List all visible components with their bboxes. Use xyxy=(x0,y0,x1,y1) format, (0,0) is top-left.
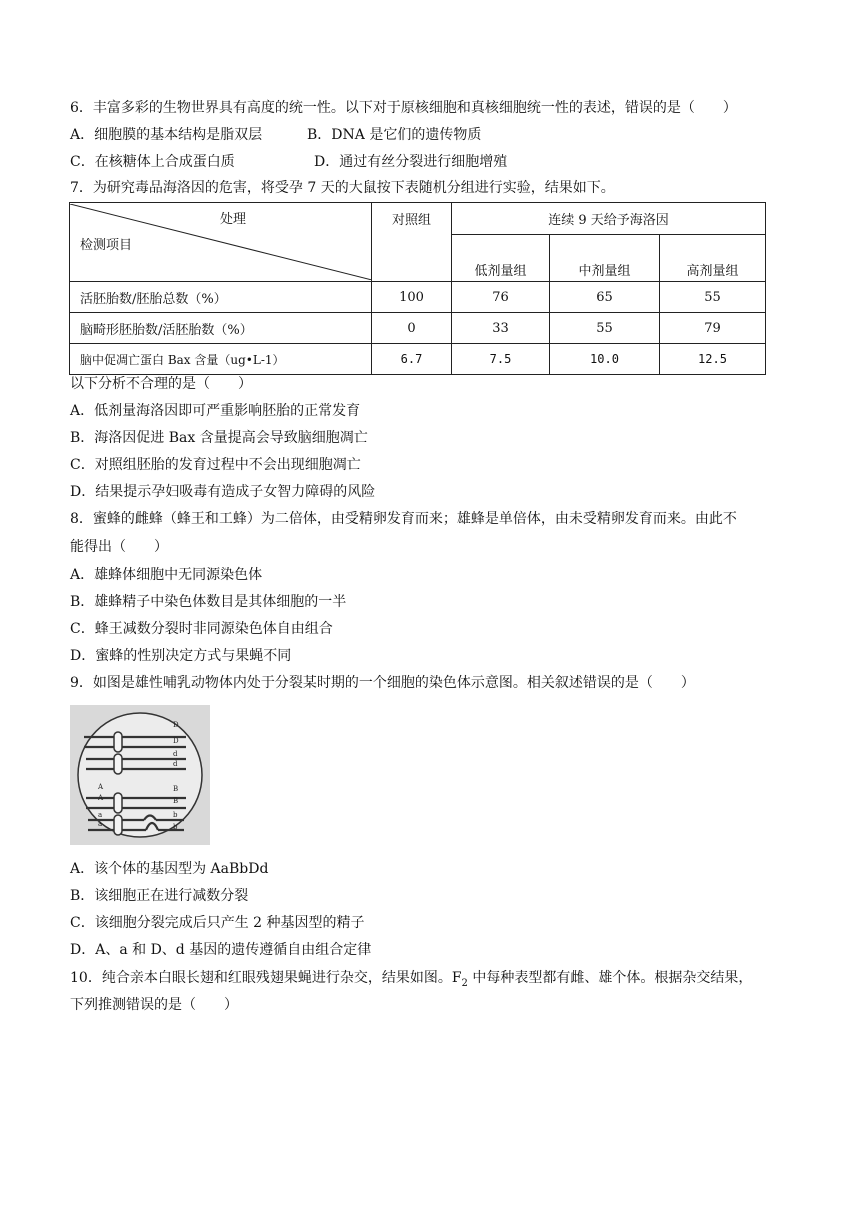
q7-option-b: B．海洛因促进 Bax 含量提高会导致脑细胞凋亡 xyxy=(70,430,368,446)
q8-option-a: A．雄蜂体细胞中无同源染色体 xyxy=(70,567,263,583)
q8-option-d: D．蜜蜂的性别决定方式与果蝇不同 xyxy=(70,648,292,664)
q10-stem-part2: 中每种表型都有雌、雄个体。根据杂交结果， xyxy=(467,970,753,986)
table-row xyxy=(70,313,766,344)
header-mid-dose: 中剂量组 xyxy=(550,235,660,282)
table-diagonal-header-cell xyxy=(70,203,372,282)
cell-high: 55 xyxy=(660,282,766,313)
chromosome-diagram xyxy=(70,705,210,845)
table-row xyxy=(70,282,766,313)
q6-stem: 6．丰富多彩的生物世界具有高度的统一性。以下对于原核细胞和真核细胞统一性的表述，错误的是（ ） xyxy=(70,100,737,116)
cell-mid: 55 xyxy=(550,313,660,344)
q9-option-c: C．该细胞分裂完成后只产生 2 种基因型的精子 xyxy=(70,915,365,931)
q6-option-c: C．在核糖体上合成蛋白质 xyxy=(70,154,235,170)
gene-label: a xyxy=(98,820,103,828)
header-high-dose: 高剂量组 xyxy=(660,235,766,282)
q7-stem: 7．为研究毒品海洛因的危害，将受孕 7 天的大鼠按下表随机分组进行实验，结果如下。 xyxy=(70,180,615,196)
q10-stem-line1 xyxy=(70,968,752,994)
cell-low: 76 xyxy=(452,282,550,313)
experiment-table xyxy=(69,202,766,375)
gene-label: A xyxy=(98,794,104,802)
cell-control: 6.7 xyxy=(372,344,452,375)
q8-option-c: C．蜂王减数分裂时非同源染色体自由组合 xyxy=(70,621,333,637)
header-measure: 检测项目 xyxy=(80,238,133,253)
q9-option-b: B．该细胞正在进行减数分裂 xyxy=(70,888,249,904)
gene-label: A xyxy=(98,783,104,791)
gene-label: B xyxy=(173,797,179,805)
q8-stem-line2: 能得出（ ） xyxy=(70,539,168,555)
q9-stem: 9．如图是雄性哺乳动物体内处于分裂某时期的一个细胞的染色体示意图。相关叙述错误的是（ ） xyxy=(70,675,695,691)
gene-label: B xyxy=(173,785,179,793)
q8-option-b: B．雄蜂精子中染色体数目是其体细胞的一半 xyxy=(70,594,347,610)
q7-prompt: 以下分析不合理的是（ ） xyxy=(70,376,252,392)
q9-option-a: A．该个体的基因型为 AaBbDd xyxy=(70,861,269,877)
gene-label: d xyxy=(173,750,178,758)
gene-label: D xyxy=(173,721,179,729)
cell-control: 100 xyxy=(372,282,452,313)
chromosome-figure xyxy=(70,705,210,845)
q7-option-d: D．结果提示孕妇吸毒有造成子女智力障碍的风险 xyxy=(70,484,376,500)
header-control: 对照组 xyxy=(372,203,452,282)
q10-subscript: 2 xyxy=(461,977,468,989)
q7-option-c: C．对照组胚胎的发育过程中不会出现细胞凋亡 xyxy=(70,457,361,473)
q6-option-b: B．DNA 是它们的遗传物质 xyxy=(307,127,482,143)
cell-mid: 65 xyxy=(550,282,660,313)
row-label: 脑畸形胚胎数/活胚胎数（%） xyxy=(70,313,372,344)
header-treatment: 处理 xyxy=(220,212,247,227)
q10-stem-line2: 下列推测错误的是（ ） xyxy=(70,997,238,1013)
gene-label: b xyxy=(173,811,178,819)
q8-stem-line1: 8．蜜蜂的雌蜂（蜂王和工蜂）为二倍体，由受精卵发育而来；雄蜂是单倍体，由未受精卵发育而来。由此不 xyxy=(70,511,737,527)
cell-low: 7.5 xyxy=(452,344,550,375)
gene-label: b xyxy=(173,823,178,831)
table-row xyxy=(70,344,766,375)
gene-label: d xyxy=(173,760,178,768)
q9-option-d: D．A、a 和 D、d 基因的遗传遵循自由组合定律 xyxy=(70,942,372,958)
row-label: 活胚胎数/胚胎总数（%） xyxy=(70,282,372,313)
q6-option-d: D．通过有丝分裂进行细胞增殖 xyxy=(314,154,508,170)
q7-option-a: A．低剂量海洛因即可严重影响胚胎的正常发育 xyxy=(70,403,361,419)
header-low-dose: 低剂量组 xyxy=(452,235,550,282)
gene-label: a xyxy=(98,811,103,819)
row-label: 脑中促凋亡蛋白 Bax 含量（ug•L-1） xyxy=(70,344,372,375)
q10-stem-part1: 10．纯合亲本白眼长翅和红眼残翅果蝇进行杂交，结果如图。F xyxy=(70,970,462,986)
gene-label: D xyxy=(173,737,179,745)
q6-option-a: A．细胞膜的基本结构是脂双层 xyxy=(70,127,263,143)
cell-high: 79 xyxy=(660,313,766,344)
cell-high: 12.5 xyxy=(660,344,766,375)
cell-low: 33 xyxy=(452,313,550,344)
header-treatment-group: 连续 9 天给予海洛因 xyxy=(452,203,766,235)
cell-mid: 10.0 xyxy=(550,344,660,375)
cell-control: 0 xyxy=(372,313,452,344)
